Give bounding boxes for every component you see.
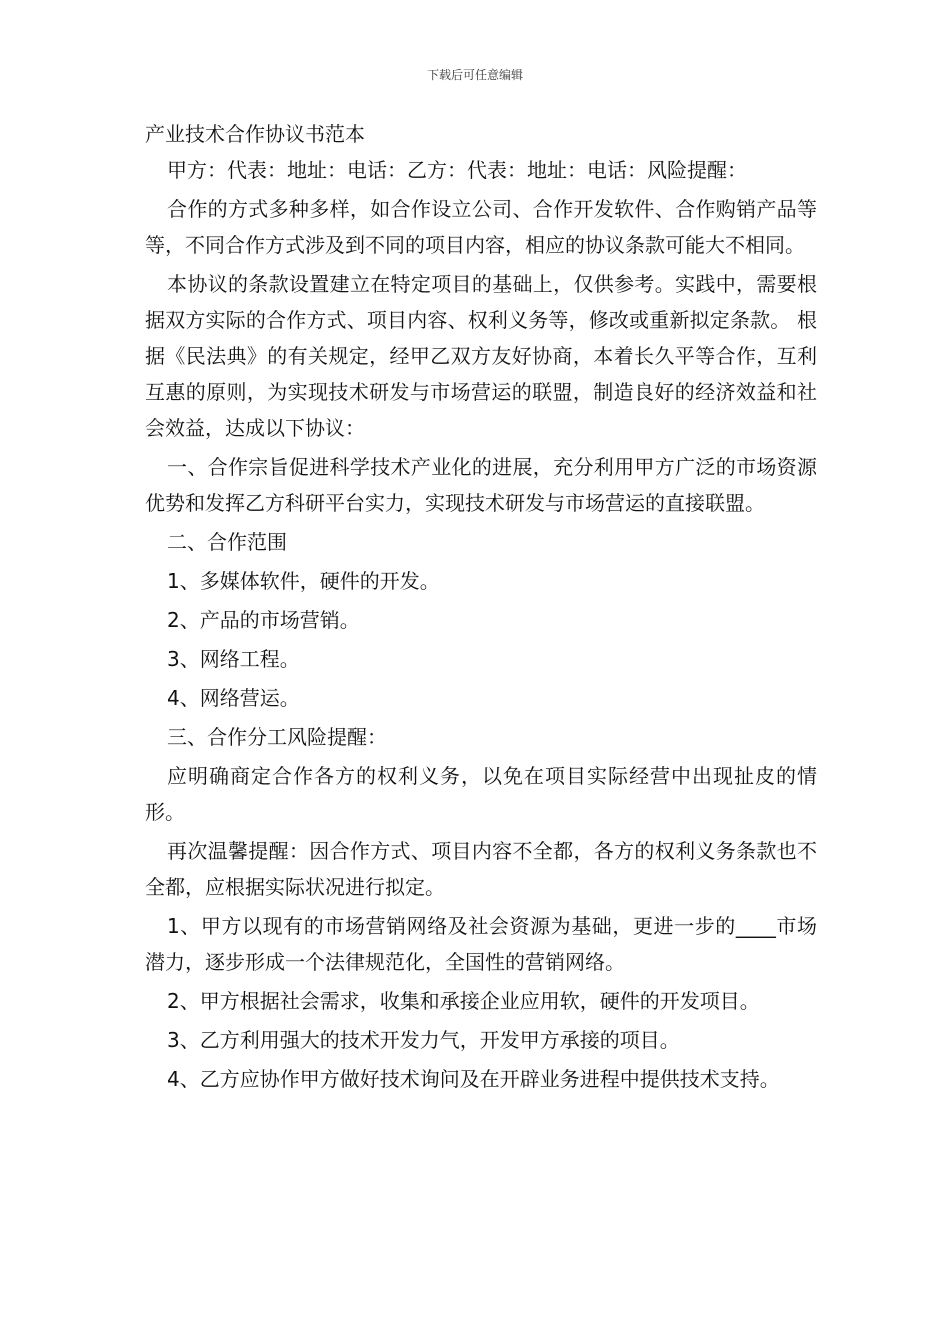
paragraph-cooperation-modes: 合作的方式多种多样，如合作设立公司、合作开发软件、合作购销产品等等，不同合作方式涉及到不同的项目内容，相应的协议条款可能大不相同。 (145, 197, 817, 257)
header-note: 下载后可任意编辑 (426, 68, 523, 82)
paragraph-purpose: 一、合作宗旨促进科学技术产业化的进展，充分利用甲方广泛的市场资源优势和发挥乙方科研平台实力，实现技术研发与市场营运的直接联盟。 (145, 455, 817, 515)
paragraph-risk-note: 应明确商定合作各方的权利义务，以免在项目实际经营中出现扯皮的情形。 (145, 764, 817, 824)
list-item: 4、网络营运。 (167, 686, 300, 710)
paragraph-parties: 甲方：代表：地址：电话：乙方：代表：地址：电话：风险提醒： (167, 158, 747, 182)
list-item: 3、网络工程。 (167, 647, 300, 671)
section-heading-scope: 二、合作范围 (167, 530, 287, 554)
list-item: 1、多媒体软件，硬件的开发。 (167, 569, 440, 593)
list-item: 1、甲方以现有的市场营销网络及社会资源为基础，更进一步的____市场潜力，逐步形成一个法律规范化，全国性的营销网络。 (145, 914, 817, 974)
list-item: 2、甲方根据社会需求，收集和承接企业应用软，硬件的开发项目。 (167, 989, 760, 1013)
section-heading-division: 三、合作分工风险提醒： (167, 725, 387, 749)
paragraph-reminder: 再次温馨提醒：因合作方式、项目内容不全都，各方的权利义务条款也不全都，应根据实际状况进行拟定。 (145, 839, 817, 899)
list-item: 4、乙方应协作甲方做好技术询问及在开辟业务进程中提供技术支持。 (167, 1067, 780, 1091)
list-item: 3、乙方利用强大的技术开发力气，开发甲方承接的项目。 (167, 1028, 680, 1052)
paragraph-agreement-basis: 本协议的条款设置建立在特定项目的基础上，仅供参考。实践中，需要根据双方实际的合作方式、项目内容、权利义务等，修改或重新拟定条款。 根据《民法典》的有关规定，经甲乙双方友好协商，本着长久平等合作，互利互惠的原则，为实现技术研发与市场营运的联盟，制造良好的经济效益和社会效益，达成以下协议： (145, 272, 817, 440)
document-body (145, 116, 817, 1097)
list-item: 2、产品的市场营销。 (167, 608, 360, 632)
document-title: 产业技术合作协议书范本 (145, 122, 365, 146)
